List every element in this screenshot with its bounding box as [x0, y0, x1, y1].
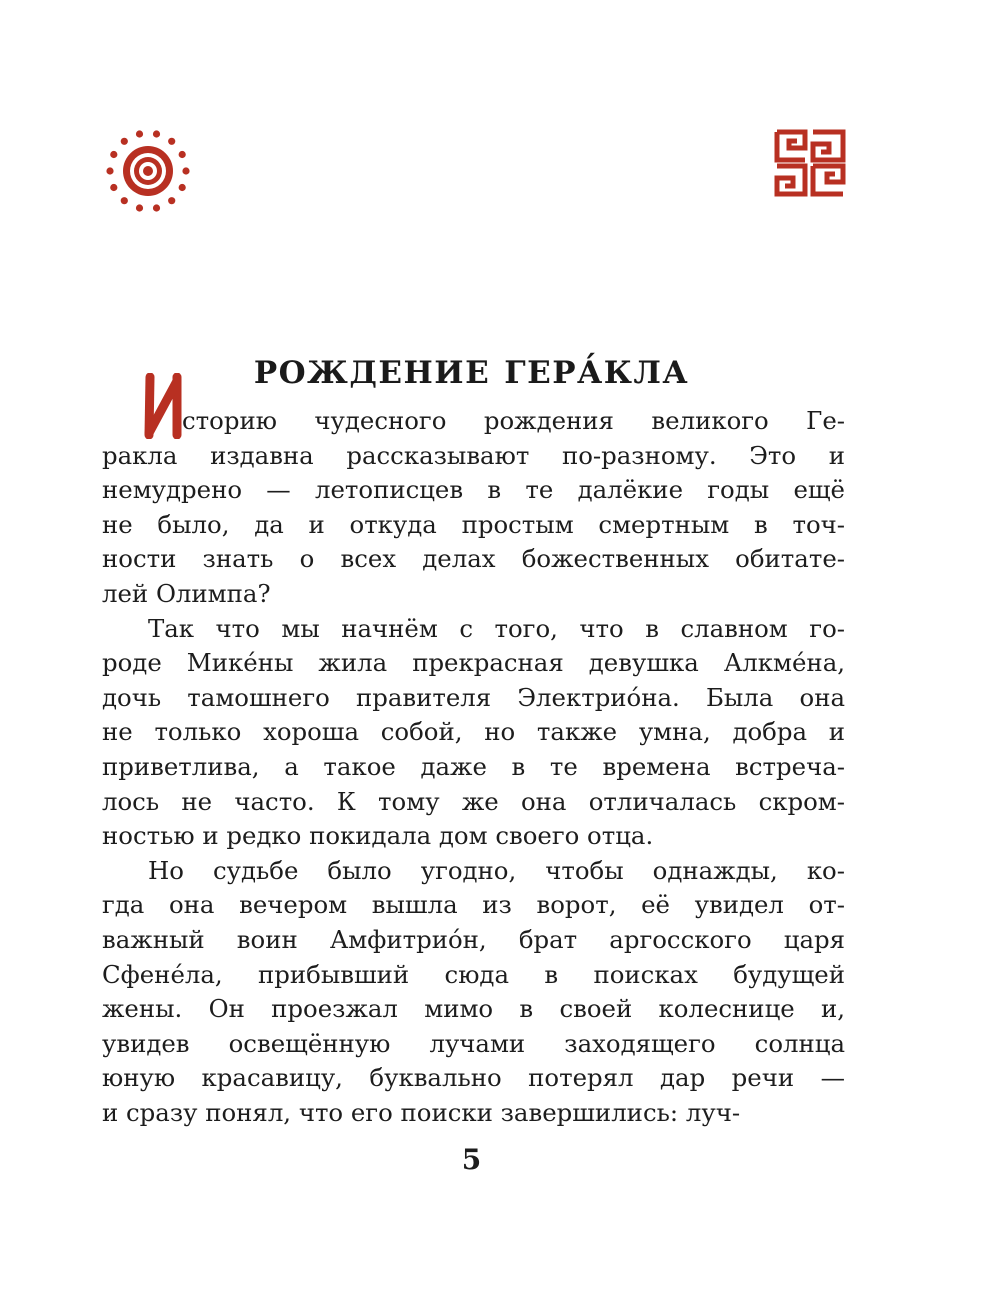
sun-ray-dot — [121, 138, 128, 145]
text-line: ностью и редко покидала дом своего отца. — [102, 821, 654, 851]
sun-ray-dot — [121, 197, 128, 204]
text-line: и сразу понял, что его поиски завершились: луч- — [102, 1097, 741, 1127]
text-line: юную красавицу, буквально потерял дар речи — — [102, 1063, 845, 1093]
sun-ornament-icon — [98, 126, 198, 216]
text-line: Сфене́ла, прибывший сюда в поисках будущей — [102, 959, 845, 989]
text-line: увидев освещённую лучами заходящего солнца — [102, 1028, 845, 1058]
text-line: немудрено — летописцев в те далёкие годы ещё — [102, 475, 845, 505]
text-line: Так что мы начнём с того, что в славном го- — [148, 613, 845, 643]
text-line: ракла издавна рассказывают по-разному. Это и — [102, 440, 845, 470]
sun-ray-dot — [153, 204, 160, 211]
body-text — [102, 404, 845, 1130]
sun-ray-dot — [168, 197, 175, 204]
text-line: лей Олимпа? — [102, 578, 271, 608]
greek-meander-ornament-icon — [773, 128, 847, 198]
text-line: дочь тамошнего правителя Электрио́на. Была она — [102, 682, 845, 712]
text-line: сторию чудесного рождения великого Ге- — [182, 406, 845, 435]
sun-ray-dot — [110, 184, 117, 191]
text-line: лось не часто. К тому же она отличалась скром- — [102, 786, 845, 816]
sun-ray-dot — [153, 130, 160, 137]
sun-ray-dot — [136, 204, 143, 211]
sun-ray-dot — [110, 151, 117, 158]
text-line: Но судьбе было угодно, чтобы однажды, ко- — [148, 855, 845, 885]
chapter-title-part1: РОЖДЕНИЕ — [253, 354, 491, 391]
text-line: важный воин Амфитрио́н, брат аргосского царя — [102, 924, 845, 954]
text-line: приветлива, а такое даже в те времена встреча- — [102, 751, 845, 781]
sun-ray-dot — [179, 151, 186, 158]
sun-ray-dot — [136, 130, 143, 137]
sun-ray-dot — [106, 167, 113, 174]
text-line: роде Мике́ны жила прекрасная девушка Алкме́на, — [102, 648, 845, 678]
page-number: 5 — [461, 1143, 482, 1176]
sun-ray-dot — [168, 138, 175, 145]
text-line: не только хороша собой, но также умна, добра и — [102, 717, 845, 747]
text-line: гда она вечером вышла из ворот, её увидел от- — [102, 890, 845, 920]
sun-ray-dot — [182, 167, 189, 174]
text-line: жены. Он проезжал мимо в своей колеснице и, — [102, 994, 845, 1024]
text-line: ности знать о всех делах божественных обитате- — [102, 544, 845, 574]
chapter-title — [0, 355, 943, 391]
text-line: не было, да и откуда простым смертным в точ- — [102, 509, 845, 539]
sun-ray-dot — [179, 184, 186, 191]
chapter-title-part2: ГЕРА́КЛА — [504, 354, 690, 391]
